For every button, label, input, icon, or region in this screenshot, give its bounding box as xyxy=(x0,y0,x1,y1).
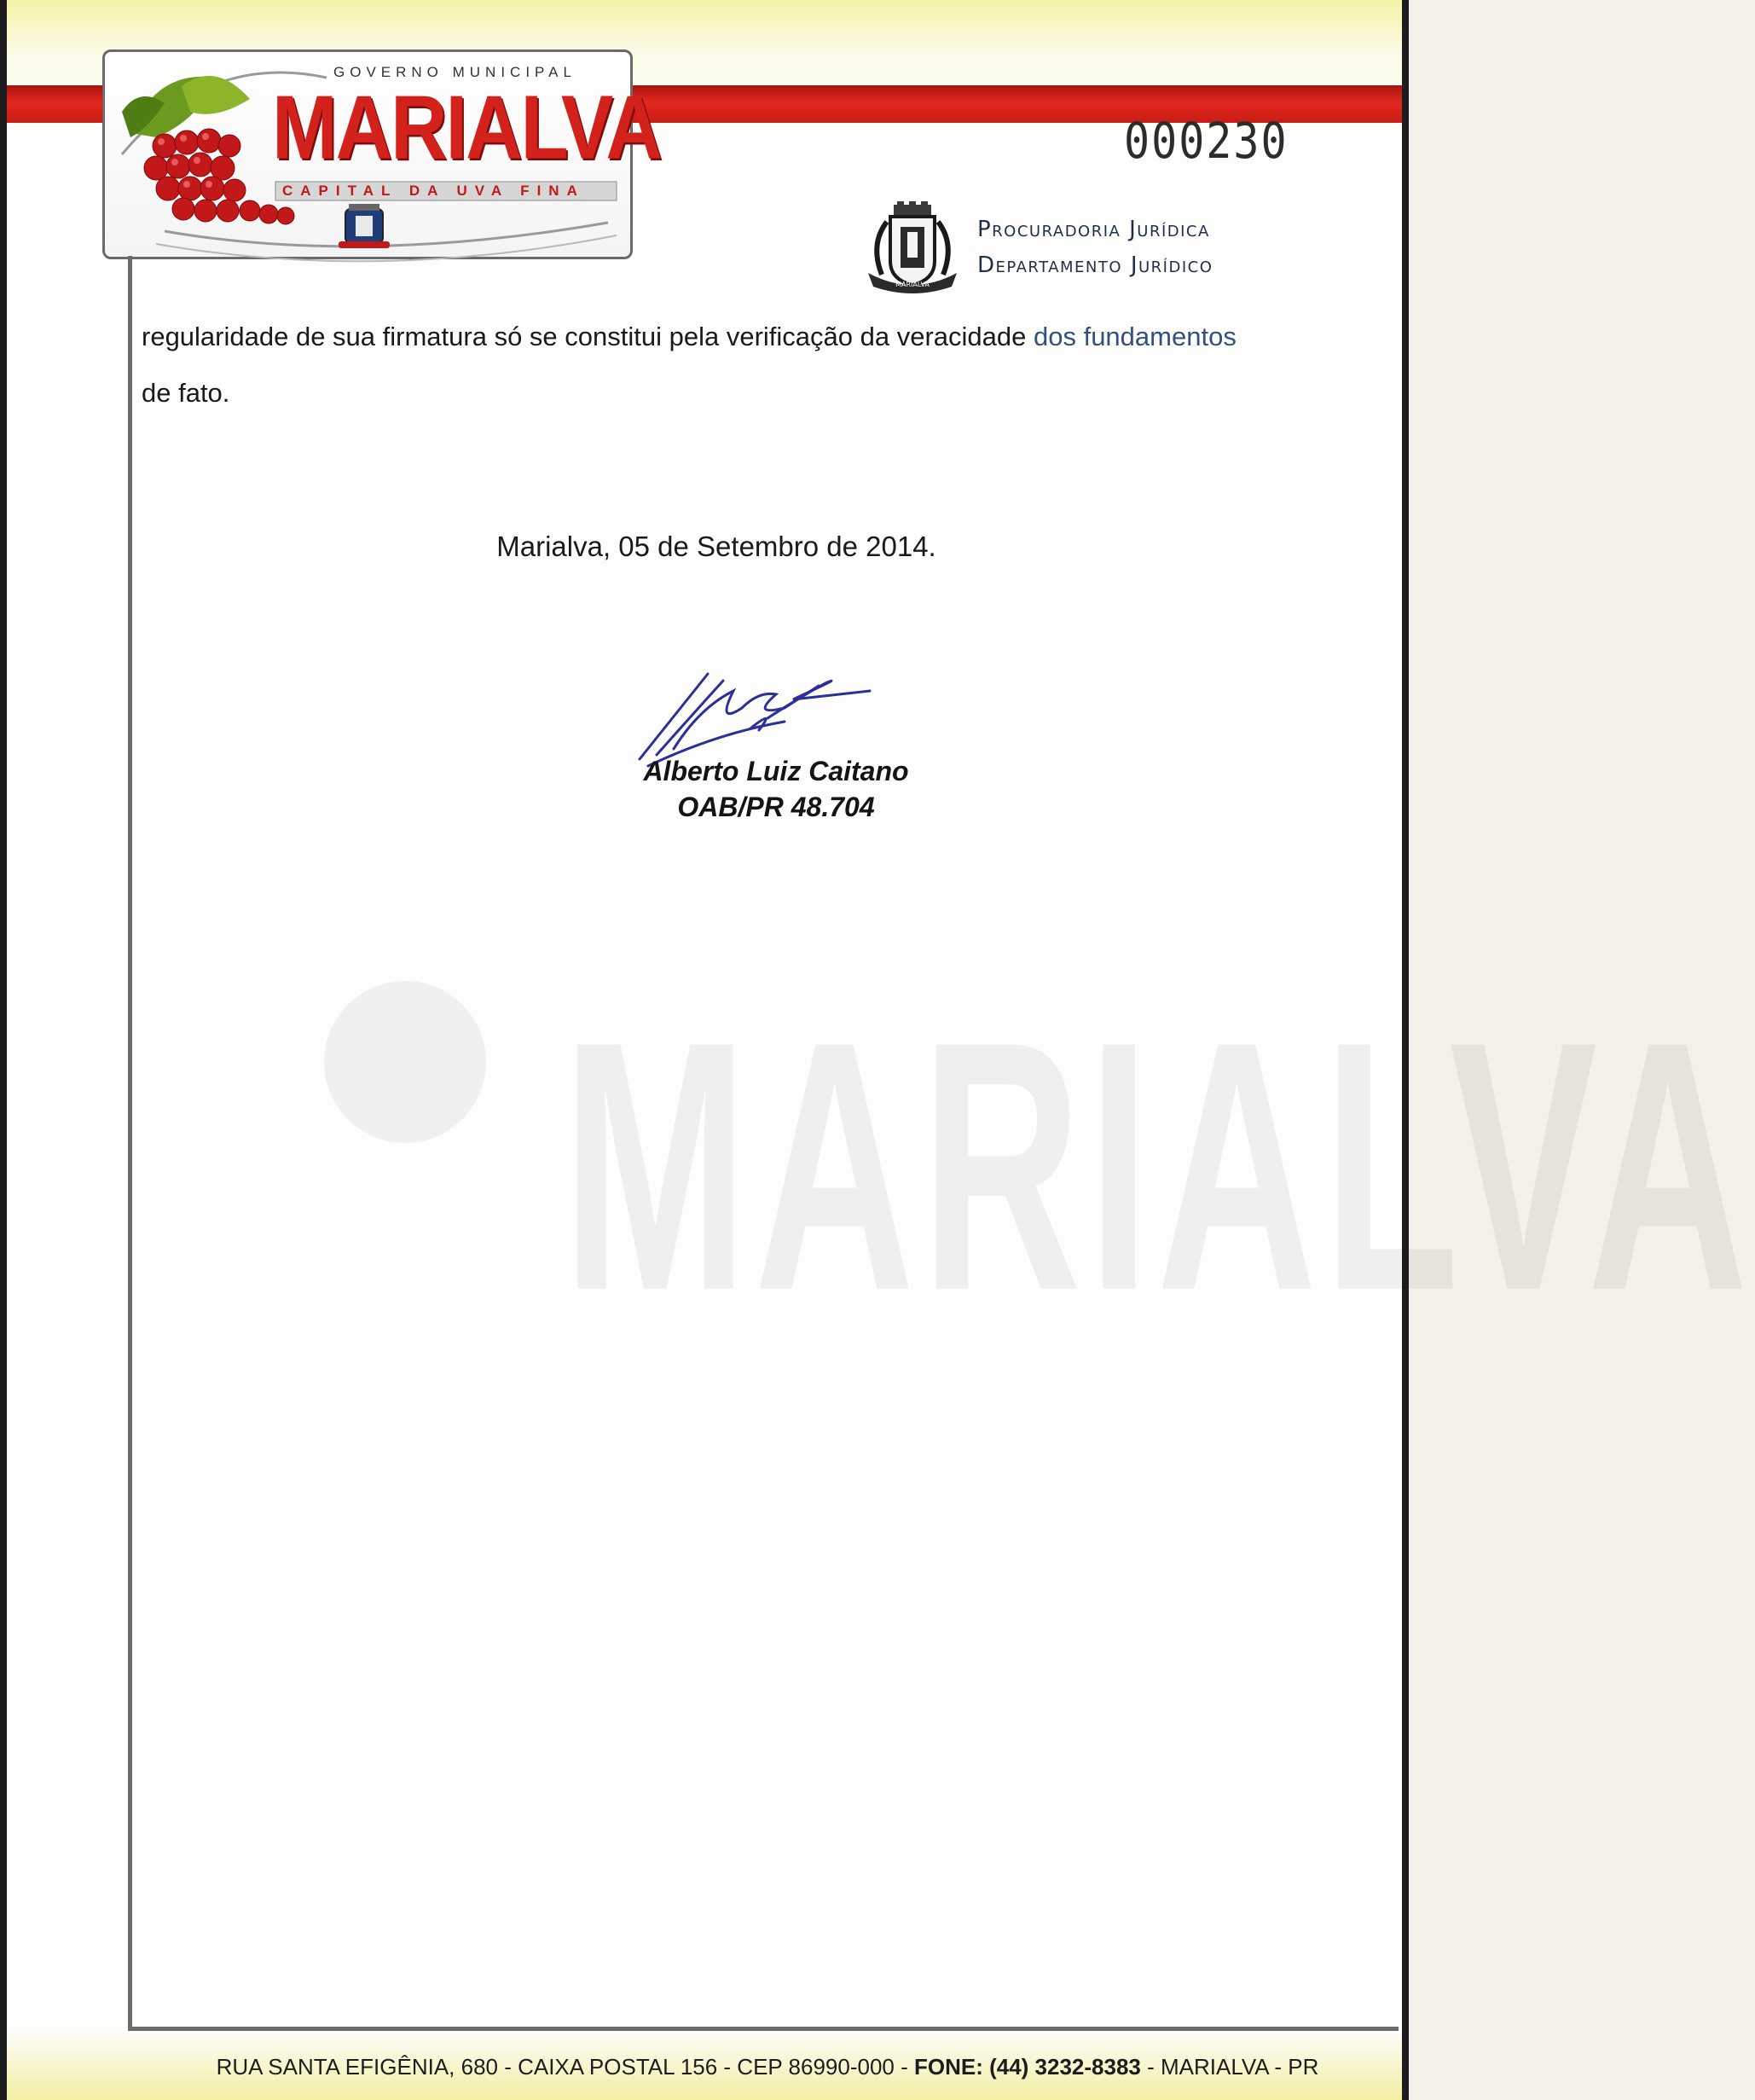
logo-wordmark: MARIALVA xyxy=(272,78,661,178)
footer-address xyxy=(128,2054,1407,2080)
footer-city: - MARIALVA - PR xyxy=(1140,2054,1319,2080)
municipal-crest-icon xyxy=(861,201,964,297)
body-paragraph xyxy=(142,309,1335,421)
paragraph-line-2: de fato. xyxy=(142,378,230,408)
footer-phone: FONE: (44) 3232-8383 xyxy=(913,2054,1141,2080)
signer-name: Alberto Luiz Caitano xyxy=(643,756,909,786)
logo-watermark xyxy=(307,921,1755,1366)
date-line: Marialva, 05 de Setembro de 2014. xyxy=(496,531,936,562)
watermark-grape-icon xyxy=(324,981,486,1143)
paragraph-line-1 xyxy=(142,309,1335,365)
paragraph-line-1-tail: dos fundamentos xyxy=(1033,322,1237,351)
department-line-2: Departamento Jurídico xyxy=(977,252,1213,278)
svg-text:MARIALVA: MARIALVA xyxy=(895,281,930,288)
logo-top-line: GOVERNO MUNICIPAL xyxy=(333,64,576,80)
department-line-1: Procuradoria Jurídica xyxy=(977,217,1210,242)
municipal-logo xyxy=(102,49,661,259)
watermark-text: MARIALVA xyxy=(563,969,1755,1366)
signer-block xyxy=(546,753,1006,825)
department-block xyxy=(977,212,1387,283)
page-frame-bottom-rule xyxy=(128,2027,1399,2031)
logo-tagline: CAPITAL DA UVA FINA xyxy=(282,183,585,199)
signer-registration: OAB/PR 48.704 xyxy=(677,792,875,822)
footer-address-text: RUA SANTA EFIGÊNIA, 680 - CAIXA POSTAL 156 - CEP 86990-000 - xyxy=(216,2054,914,2080)
scan-left-edge xyxy=(0,0,7,2100)
page-frame-left-rule xyxy=(128,256,132,2030)
paragraph-line-1-main: regularidade de sua firmatura só se constitui pela verificação da veracidade xyxy=(142,322,1034,351)
document-page-number: 000230 xyxy=(1124,113,1289,170)
